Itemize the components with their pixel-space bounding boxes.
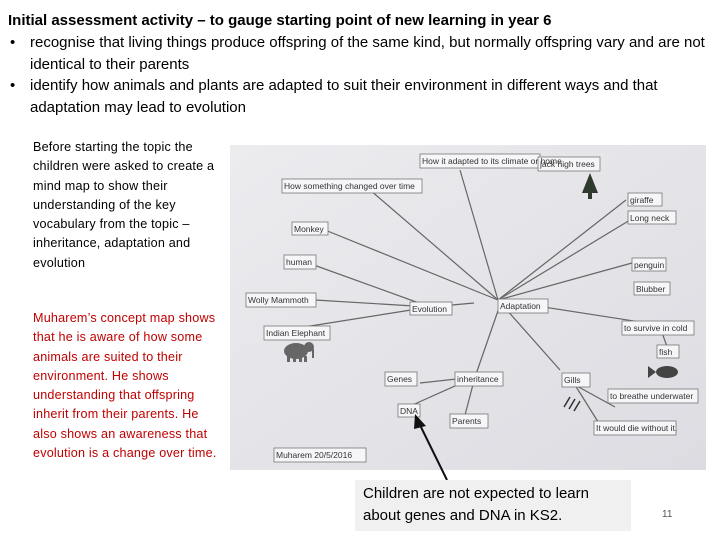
node-human: human — [286, 257, 312, 267]
node-monkey: Monkey — [294, 224, 324, 234]
node-mammoth: Wolly Mammoth — [248, 295, 309, 305]
node-climate: How it adapted to its climate or home — [422, 156, 562, 166]
node-long-neck: Long neck — [630, 213, 670, 223]
objective-text: identify how animals and plants are adapted to suit their environment in different ways and that adaptation may lead to evolution — [30, 77, 658, 116]
page-number: 11 — [662, 509, 673, 520]
objective-text: recognise that living things produce offspring of the same kind, but normally offspring vary and are not identical to their parents — [30, 34, 705, 73]
node-changed: How something changed over time — [284, 181, 415, 191]
bullet-icon: • — [10, 34, 16, 51]
node-penguin: penguin — [634, 260, 665, 270]
arrowhead-icon — [414, 414, 426, 429]
node-signature: Muharem 20/5/2016 — [276, 450, 353, 460]
node-breathe: to breathe underwater — [610, 391, 694, 401]
node-die: It would die without it. — [596, 423, 678, 433]
node-giraffe: giraffe — [630, 195, 654, 205]
node-elephant: Indian Elephant — [266, 328, 326, 338]
node-evolution: Evolution — [412, 304, 447, 314]
genes-dna-note: Children are not expected to learn about genes and DNA in KS2. — [355, 480, 631, 531]
analysis-paragraph: Muharem’s concept map shows that he is aware of how some animals are suited to their environment. He shows understanding that offspring inherit from their parents. He also shows an awareness that evolution is a change over time. — [33, 311, 217, 461]
node-fish: fish — [659, 347, 673, 357]
bullet-icon: • — [10, 77, 16, 94]
node-genes: Genes — [387, 374, 413, 384]
node-trees: jack nigh trees — [540, 159, 595, 169]
node-gills: Gills — [564, 375, 581, 385]
page-heading: Initial assessment activity – to gauge starting point of new learning in year 6 — [8, 12, 552, 29]
node-dna: DNA — [400, 406, 418, 416]
context-paragraph: Before starting the topic the children were asked to create a mind map to show their understanding of the key vocabulary from the topic – inheritance, adaptation and evolution — [33, 140, 215, 270]
node-inheritance: inheritance — [457, 374, 499, 384]
node-adaptation: Adaptation — [500, 301, 541, 311]
node-survive-cold: to survive in cold — [624, 323, 688, 333]
node-blubber: Blubber — [636, 284, 666, 294]
node-parents: Parents — [452, 416, 482, 426]
